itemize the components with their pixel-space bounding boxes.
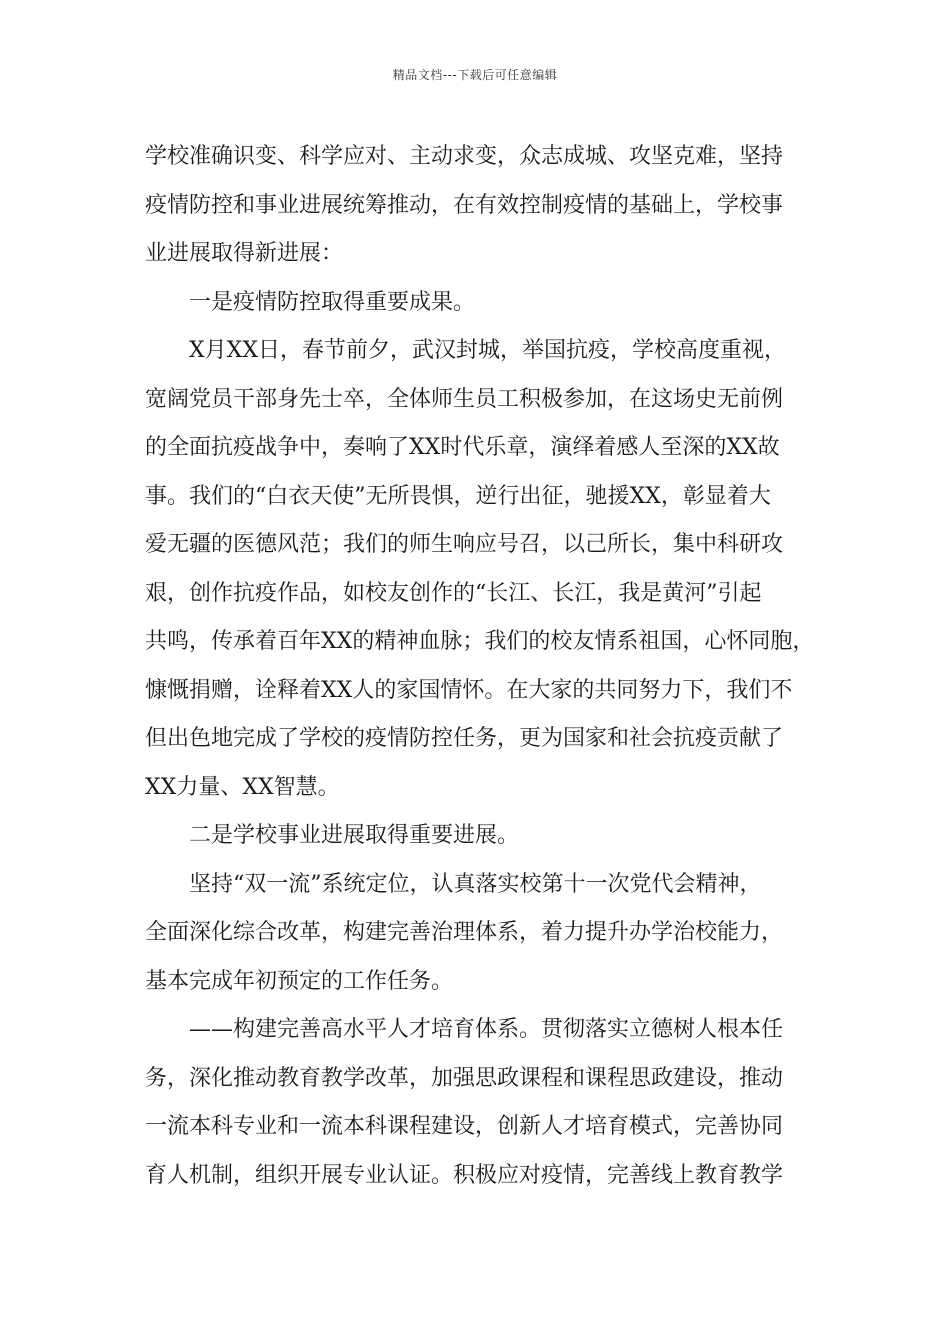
text-line: 一是疫情防控取得重要成果。 (189, 289, 476, 315)
text-line: 务，深化推动教育教学改革，加强思政课程和课程思政建设，推动 (145, 1065, 784, 1091)
paragraph-double-first-class (145, 861, 827, 1007)
text-line: 爱无疆的医德风范；我们的师生响应号召，以己所长，集中科研攻 (145, 532, 784, 557)
text-line: 坚持“双一流”系统定位，认真落实校第十一次党代会精神， (189, 871, 762, 897)
text-line: 宽阔党员干部身先士卒，全体师生员工积极参加，在这场史无前例 (145, 386, 784, 412)
text-line: 但出色地完成了学校的疫情防控任务，更为国家和社会抗疫贡献了 (145, 726, 784, 751)
text-line: X月XX日，春节前夕，武汉封城，举国抗疫，学校高度重视， (189, 338, 786, 363)
paragraph-heading-2 (145, 812, 827, 861)
text-line: 二是学校事业进展取得重要进展。 (189, 823, 520, 848)
paragraph-epidemic (145, 327, 827, 812)
paragraph-intro (145, 133, 827, 279)
text-line: 育人机制，组织开展专业认证。积极应对疫情，完善线上教育教学 (145, 1162, 784, 1188)
text-line: 艰，创作抗疫作品，如校友创作的“长江、长江，我是黄河”引起 (145, 580, 762, 606)
text-line: 的全面抗疫战争中，奏响了XX时代乐章，演绎着感人至深的XX故 (145, 435, 780, 460)
text-line: 学校准确识变、科学应对、主动求变，众志成城、攻坚克难，坚持 (145, 144, 784, 169)
text-line: 共鸣，传承着百年XX的精神血脉；我们的校友情系祖国，心怀同胞， (145, 629, 815, 654)
paragraph-heading-1 (145, 279, 827, 328)
text-line: 基本完成年初预定的工作任务。 (145, 968, 454, 994)
text-line: 业进展取得新进展： (145, 241, 344, 266)
text-line: ——构建完善高水平人才培育体系。贯彻落实立德树人根本任 (189, 1017, 784, 1042)
text-line: XX力量、XX智慧。 (145, 774, 340, 800)
text-line: 事。我们的“白衣天使”无所畏惧，逆行出征，驰援XX，彰显着大 (145, 483, 771, 509)
text-line: 一流本科专业和一流本科课程建设，创新人才培育模式，完善协同 (145, 1114, 784, 1139)
text-line: 慷慨捐赠，诠释着XX人的家国情怀。在大家的共同努力下，我们不 (145, 677, 793, 703)
paragraph-talent-cultivation (145, 1006, 827, 1200)
page-header: 精品文档---下载后可任意编辑 (392, 68, 558, 82)
text-line: 疫情防控和事业进展统筹推动，在有效控制疫情的基础上，学校事 (145, 192, 784, 218)
text-line: 全面深化综合改革，构建完善治理体系，着力提升办学治校能力， (145, 920, 784, 945)
document-body (145, 133, 827, 1200)
